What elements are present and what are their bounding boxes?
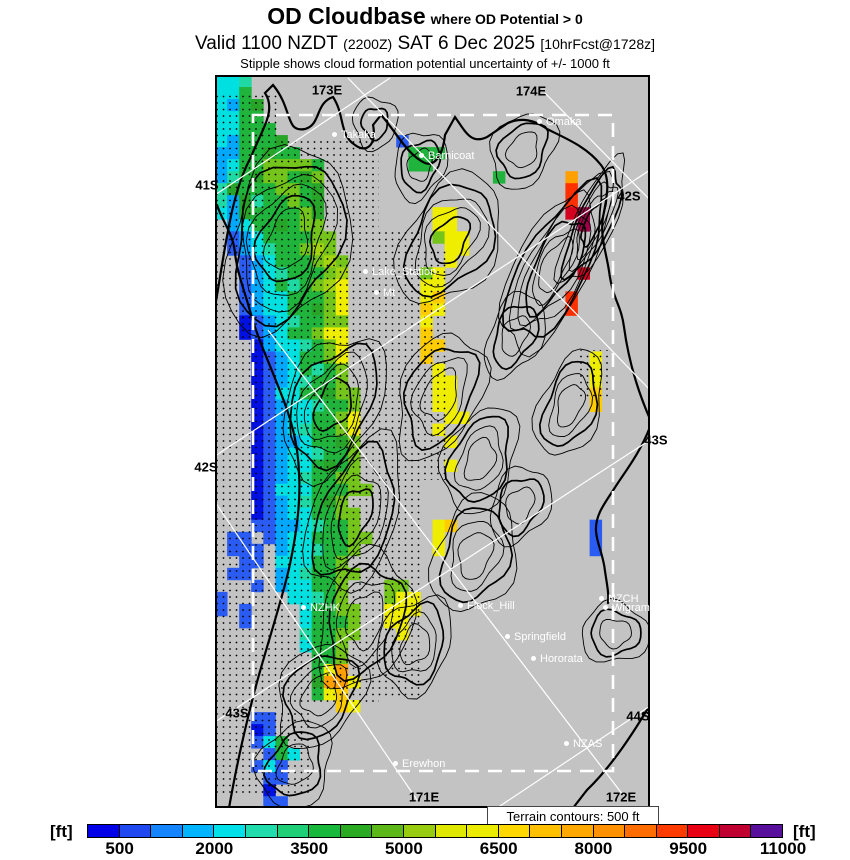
forecast-map [215,75,650,808]
colorbar-tick-label: 6500 [479,839,518,858]
map-canvas [215,75,650,808]
place-marker-dot [419,153,424,158]
colorbar-tick-label: 3500 [290,839,329,858]
place-label: Wigram [603,602,650,614]
page-title: OD Cloudbase where OD Potential > 0 [267,3,583,29]
place-label: NZHK [301,602,340,614]
graticule-label: 43S [644,432,668,448]
graticule-label: 174E [515,83,547,99]
colorbar-segment [213,824,246,838]
graticule-label: 41S [195,177,219,193]
colorbar-segment [340,824,373,838]
place-marker-dot [458,603,463,608]
colorbar-segment [593,824,626,838]
colorbar-tick-label: 2000 [195,839,234,858]
place-label: Flock_Hill [458,600,515,612]
colorbar-tick-label: 500 [105,839,134,858]
colorbar-unit-right: [ft] [793,822,816,841]
colorbar-segment [656,824,689,838]
colorbar-tick-label: 8000 [574,839,613,858]
place-marker-dot [374,290,379,295]
place-marker-dot [393,761,398,766]
colorbar-tick-label: 11000 [759,839,807,858]
colorbar-segment [435,824,468,838]
colorbar-segment [150,824,183,838]
colorbar [88,824,783,838]
graticule-label: 172E [605,789,637,805]
colorbar-segment [403,824,436,838]
colorbar-segment [466,824,499,838]
place-marker-dot [332,132,337,137]
place-label: NZAS [564,738,602,750]
colorbar-segment [119,824,152,838]
place-label: Omaka [537,116,581,128]
graticule-label: 44S [626,708,650,724]
graticule-label: 43S [225,705,249,721]
colorbar-segment [245,824,278,838]
place-marker-dot [505,634,510,639]
stipple-note: Stipple shows cloud formation potential uncertainty of +/- 1000 ft [240,56,610,71]
colorbar-tick-label: 5000 [384,839,423,858]
colorbar-segment [182,824,215,838]
place-label: Barnicoat [419,150,474,162]
colorbar-segment [561,824,594,838]
place-label: Erewhon [393,758,445,770]
place-marker-dot [301,605,306,610]
place-label: Takaka [332,129,376,141]
colorbar-segment [277,824,310,838]
place-marker-dot [564,741,569,746]
place-label: Hororata [531,653,583,665]
colorbar-segment [498,824,531,838]
colorbar-segment [529,824,562,838]
colorbar-tick-label: 9500 [669,839,708,858]
colorbar-segment [719,824,752,838]
colorbar-segment [687,824,720,838]
graticule-label: 42S [194,459,218,475]
colorbar-segment [371,824,404,838]
place-label: NZCH [599,593,639,605]
place-marker-dot [599,596,604,601]
title-block [0,4,850,71]
colorbar-segment [308,824,341,838]
colorbar-segment [624,824,657,838]
graticule-label: 171E [408,789,440,805]
graticule-label: 173E [311,82,343,98]
place-marker-dot [603,605,608,610]
valid-time-line: Valid 1100 NZDT (2200Z) SAT 6 Dec 2025 [10hrFcst@1728z] [194,33,656,54]
graticule-label: 42S [617,188,641,204]
place-marker-dot [363,269,368,274]
place-marker-dot [537,119,542,124]
place-label: Lake_Station [363,266,436,278]
colorbar-segment [87,824,120,838]
place-label: Mt [374,287,395,299]
place-label: Springfield [505,631,566,643]
terrain-note: Terrain contours: 500 ft [487,806,659,827]
colorbar-unit-left: [ft] [50,822,73,841]
place-marker-dot [531,656,536,661]
colorbar-segment [750,824,783,838]
